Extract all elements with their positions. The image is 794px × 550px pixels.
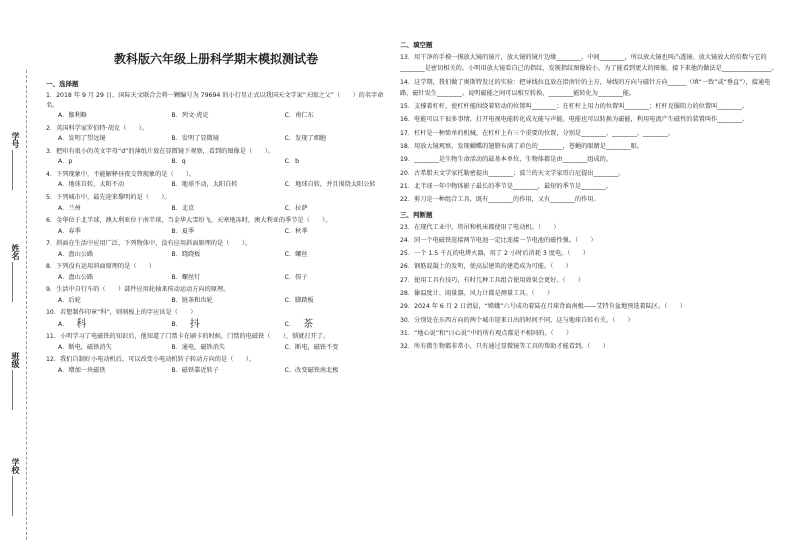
option-letter: C． [284, 321, 296, 329]
section-judge-heading: 三、判断题 [400, 210, 433, 219]
option[interactable]: A．地球自转，太阳不动 [58, 181, 125, 189]
question-12: 12．我们自制好小电动机后，可以改变小电动机转子转动方向的是（ ）。 [46, 356, 255, 364]
option[interactable]: A．盘山公路 [58, 250, 94, 258]
question-31: 31．“地心说”和“日心说”中的所有观点都是不相同的。（ ） [400, 329, 573, 337]
left-column [46, 0, 386, 378]
question-22: 22．剪刀是一种组合工具，既有________的作用，又有________的作用。 [400, 196, 600, 204]
binding-label-student-id: 学号 [11, 132, 20, 148]
question-14: 14．这学期，我们做了奥斯特发过的实验：把导线拉直放在指南针的上方，导线的方向与磁针方向______（填“一致”或“垂直”），接通电路，磁针发生________。说明磁能之间可以相互转换，________能转化为________能。 [400, 78, 771, 97]
option[interactable]: C．发现了细胞 [284, 135, 327, 143]
option-letter: A． [58, 321, 69, 329]
question-8-options [46, 272, 386, 284]
binding-school-line[interactable] [12, 476, 13, 516]
question-3-options [46, 156, 386, 168]
question-7: 7．斜面在生活中应用广泛，下列物体中，没有应用斜面原理的是（ ）。 [46, 240, 252, 248]
question-9-options [46, 295, 386, 307]
option[interactable]: C．脚踏板 [284, 296, 314, 304]
question-11: 11．小明学习了电磁铁的知识后，他知道了门禁卡在刷卡的时候，门禁的电磁铁（ ），锁就打开了。 [46, 333, 330, 341]
binding-label-school: 学校 [11, 458, 20, 474]
section-choice-heading: 一、选择题 [46, 80, 79, 88]
question-28: 28．傣温度计、雨量器、风力计都是测量工具。（ ） [400, 290, 554, 298]
question-4: 4．下列现象中，不能解释昼夜交替现象的是（ ）。 [46, 170, 196, 178]
option[interactable] [159, 318, 272, 332]
question-13: 13．用干净的手摸一摸放大镜的镜片，放大镜的镜片边缘________，中间________，所以放大镜也叫凸透镜。放大镜放大的倍数与它的________是密切相关的。小明用放大镜看自己的指纹，发现指纹图像较小，为了能看到更大的图像，接下来他的做法是________________。 [400, 54, 778, 73]
option[interactable]: A．后轮 [58, 296, 81, 304]
question-27: 27．使用工具有技巧，有时几种工具组合使用效果会更好。（ ） [400, 276, 585, 284]
question-4-options [46, 179, 386, 191]
option[interactable]: B．地球不动，太阳自转 [171, 181, 238, 189]
question-5-options [46, 203, 386, 215]
question-10-options [46, 318, 386, 332]
question-19: 19．________是生物生命活动的最基本单位，生物体都是由________组成的。 [400, 156, 613, 164]
option[interactable]: B．磁铁靠近转子 [171, 366, 219, 374]
option[interactable]: C．改变磁铁南北极 [284, 366, 339, 374]
option[interactable]: A．断电，磁铁消失 [58, 343, 112, 351]
option[interactable]: A．盘山公路 [58, 273, 94, 281]
option[interactable]: B．链条和齿轮 [171, 296, 213, 304]
binding-label-name: 姓名 [11, 244, 20, 260]
option[interactable]: B．列文·虎克 [171, 112, 209, 120]
question-2: 2．英国科学家罗伯特·胡克（ ）。 [46, 124, 148, 132]
section-fill-heading: 二、填空题 [400, 41, 433, 49]
right-column [400, 0, 780, 355]
option[interactable]: C．地球自转，并且围绕太阳公转 [284, 181, 376, 189]
option[interactable]: B．螺丝钉 [171, 273, 201, 281]
option[interactable]: C．螺丝 [284, 250, 308, 258]
option[interactable]: B．跷跷板 [171, 250, 201, 258]
option[interactable] [46, 318, 159, 332]
question-1-options [46, 110, 386, 122]
seal-character-option: 科 [76, 319, 87, 331]
question-10: 10．若想制作印章“科”，则刻板上的字应该是（ ） [46, 309, 197, 317]
option[interactable] [273, 318, 386, 332]
option[interactable]: B．北京 [171, 204, 195, 212]
question-32: 32．所有微生物都非常小，只有通过显微镜等工具的帮助才能看到。（ ） [400, 343, 609, 351]
option[interactable]: B．发明了显微镜 [171, 135, 219, 143]
option[interactable]: C．拉萨 [284, 204, 308, 212]
question-29: 29．2024 年 6 月 2 日清晨，“嫦娥”六号成功着陆在月球背面南极——艾特肯盆地预选着陆区。（ ） [400, 303, 686, 311]
question-21: 21．北半球一年中物体影子最长的季节是________，最短的季节是________。 [400, 182, 613, 190]
option[interactable]: A．发明了望远镜 [58, 135, 106, 143]
question-2-options [46, 133, 386, 145]
binding-student-id-line[interactable] [12, 150, 13, 190]
question-30: 30．分别处在东西方向的两个城市迎来日出的时间不同，这与地球自转有关。（ ） [400, 316, 634, 324]
question-18: 18．用放大镜观察，发现蝴蝶的翅膀布满了彩色的________，苍蝇的眼睛是________眼。 [400, 143, 643, 151]
question-16: 16．电能可以干很多事情，打开电视电能转化成光能与声能。电能也可以转换为磁能，利用电流产生磁性的装置叫作________。 [400, 116, 749, 124]
option[interactable]: C．b [284, 158, 300, 166]
option[interactable]: A．兰州 [58, 204, 81, 212]
option[interactable]: C．南仁东 [284, 112, 314, 120]
question-15: 15．支撑着杠杆，使杠杆能围绕着转动的位置叫________；在杠杆上用力的位置叫________；杠杆克服阻力的位置叫________。 [400, 103, 749, 111]
binding-dashed-line [26, 70, 27, 540]
question-12-options [46, 365, 386, 377]
question-6: 6．金华位于北半球，澳大利亚位于南半球，当金华大雪纷飞、天寒地冻时，澳大利亚的季节是（ ）。 [46, 217, 332, 225]
option[interactable]: A．增加一块磁铁 [58, 366, 106, 374]
option[interactable]: A．p [58, 158, 73, 166]
question-25: 25．一个 1.5 千瓦的电烤火器，用了 2 小时后消耗 3 度电。（ ） [400, 250, 589, 258]
page-title: 教科版六年级上册科学期末模拟测试卷 [113, 52, 318, 66]
option[interactable]: C．秋季 [284, 227, 308, 235]
question-8: 8．下列没有运用斜面原理的是（ ） [46, 263, 156, 271]
question-20: 20．古希腊天文学家托勒密提出________；波兰的天文学家哥白尼提出________。 [400, 169, 625, 177]
question-6-options [46, 226, 386, 238]
question-26: 26．钢筋混凝土的发明，使高层建筑的建造成为可能。（ ） [400, 263, 572, 271]
binding-class-line[interactable] [12, 370, 13, 410]
binding-margin [0, 0, 44, 550]
option-letter: B． [171, 321, 182, 329]
question-1: 1．2018 年 9 月 29 日，国际天文联合会将一颗编号为 79694 的小行星正式以我国天文学家“天眼之父”（ ）的名字命名。 [46, 92, 384, 109]
option[interactable]: B．q [171, 158, 186, 166]
question-3: 3．把印有很小的英文字母“d”的薄纸片放在显微镜下观察，看到的图像是（ ）。 [46, 147, 274, 155]
option[interactable]: A．春季 [58, 227, 81, 235]
binding-label-class: 班级 [11, 352, 20, 368]
option[interactable]: A．伽利略 [58, 112, 87, 120]
question-9: 9．生活中自行车的（ ）部件应用轮轴来传动运动方向的原理。 [46, 286, 230, 294]
option[interactable]: B．夏季 [171, 227, 195, 235]
question-5: 5．下列城市中，最先迎来黎明的是（ ）。 [46, 193, 171, 201]
option[interactable]: C．筷子 [284, 273, 308, 281]
seal-character-option: 抖 [189, 319, 200, 331]
seal-character-option: 茶 [303, 319, 314, 331]
question-24: 24．同一个电磁铁连接两节电池一定比连接一节电池的磁性强。（ ） [400, 236, 597, 244]
question-23: 23．在现代工业中，塔吊和机床都使用了电动机。（ ） [400, 223, 560, 231]
question-17: 17．杠杆是一种简单的机械，在杠杆上有三个重要的位置，分别是________、________、________。 [400, 129, 674, 137]
option[interactable]: B．通电，磁铁消失 [171, 343, 226, 351]
question-7-options [46, 249, 386, 261]
binding-name-line[interactable] [12, 262, 13, 302]
question-11-options [46, 342, 386, 354]
option[interactable]: C．断电，磁铁不变 [284, 343, 339, 351]
